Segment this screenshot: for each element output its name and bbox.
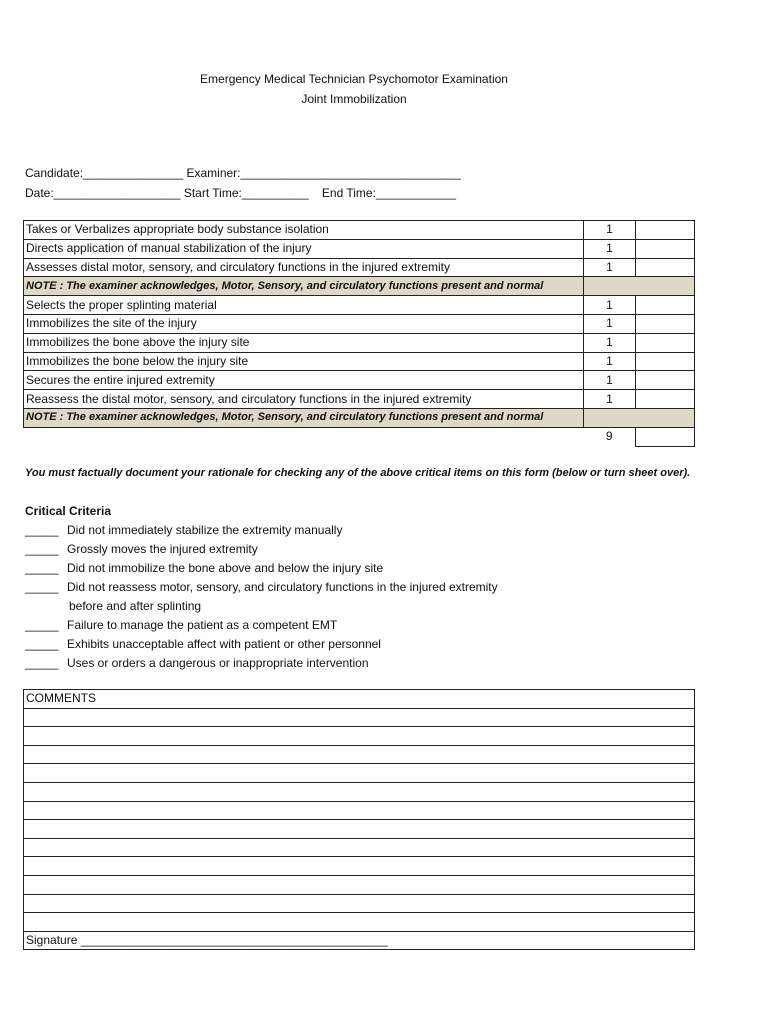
comment-line bbox=[24, 820, 695, 839]
critical-item-text: Did not reassess motor, sensory, and circulatory functions in the injured extremity bbox=[67, 580, 498, 594]
skill-description: Directs application of manual stabilization of the injury bbox=[24, 239, 584, 258]
skill-description: Reassess the distal motor, sensory, and circulatory functions in the injured extremity bbox=[24, 390, 584, 409]
awarded-points-cell[interactable] bbox=[636, 221, 695, 240]
critical-item bbox=[25, 561, 498, 580]
comment-cell[interactable] bbox=[24, 857, 695, 876]
date-time-line[interactable]: Date:___________________ Start Time:__________ End Time:____________ bbox=[25, 186, 457, 200]
skill-description: Immobilizes the bone below the injury site bbox=[24, 352, 584, 371]
note-blank bbox=[583, 408, 694, 427]
awarded-points-cell[interactable] bbox=[636, 239, 695, 258]
comment-line bbox=[24, 708, 695, 727]
critical-item-text: Exhibits unacceptable affect with patient or other personnel bbox=[67, 637, 381, 651]
table-row bbox=[24, 371, 695, 390]
rationale-note: You must factually document your rationale for checking any of the above critical items on this form (below or turn sheet over). bbox=[25, 467, 691, 479]
comment-line bbox=[24, 727, 695, 746]
awarded-points-cell[interactable] bbox=[636, 371, 695, 390]
comment-cell[interactable] bbox=[24, 764, 695, 783]
comment-line bbox=[24, 745, 695, 764]
awarded-points-cell[interactable] bbox=[636, 333, 695, 352]
total-spacer bbox=[24, 427, 584, 446]
check-blank[interactable]: _____ bbox=[25, 656, 59, 670]
form-title: Emergency Medical Technician Psychomotor Examination bbox=[200, 72, 508, 86]
comment-cell[interactable]: COMMENTS bbox=[24, 690, 695, 709]
note-row bbox=[24, 277, 695, 296]
awarded-points-cell[interactable] bbox=[636, 258, 695, 277]
critical-criteria bbox=[25, 504, 498, 675]
table-row bbox=[24, 314, 695, 333]
possible-points: 1 bbox=[583, 314, 636, 333]
comment-cell[interactable]: Signature ______________________________________________ bbox=[24, 931, 695, 950]
skill-description: Takes or Verbalizes appropriate body substance isolation bbox=[24, 221, 584, 240]
comment-cell[interactable] bbox=[24, 913, 695, 932]
check-blank[interactable]: _____ bbox=[25, 618, 59, 632]
critical-item bbox=[25, 656, 498, 675]
candidate-examiner-line[interactable]: Candidate:_______________ Examiner:_________________________________ bbox=[25, 166, 461, 180]
comment-line bbox=[24, 857, 695, 876]
table-row bbox=[24, 333, 695, 352]
skill-description: Immobilizes the bone above the injury site bbox=[24, 333, 584, 352]
critical-item-text: Uses or orders a dangerous or inappropriate intervention bbox=[67, 656, 369, 670]
comment-cell[interactable] bbox=[24, 894, 695, 913]
note-blank bbox=[583, 277, 694, 296]
critical-item bbox=[25, 618, 498, 637]
comment-cell[interactable] bbox=[24, 820, 695, 839]
table-row bbox=[24, 390, 695, 409]
comment-cell[interactable] bbox=[24, 801, 695, 820]
critical-item-text: Did not immediately stabilize the extremity manually bbox=[67, 523, 343, 537]
critical-item-text: Failure to manage the patient as a competent EMT bbox=[67, 618, 338, 632]
table-row bbox=[24, 352, 695, 371]
comment-cell[interactable] bbox=[24, 745, 695, 764]
total-row bbox=[24, 427, 695, 446]
check-blank[interactable]: _____ bbox=[25, 523, 59, 537]
awarded-points-cell[interactable] bbox=[636, 314, 695, 333]
critical-item bbox=[25, 599, 498, 618]
critical-item bbox=[25, 542, 498, 561]
awarded-points-cell[interactable] bbox=[636, 390, 695, 409]
possible-points: 1 bbox=[583, 333, 636, 352]
comment-line bbox=[24, 894, 695, 913]
comment-line bbox=[24, 913, 695, 932]
comment-cell[interactable] bbox=[24, 708, 695, 727]
comment-cell[interactable] bbox=[24, 875, 695, 894]
skill-description: Immobilizes the site of the injury bbox=[24, 314, 584, 333]
possible-points: 1 bbox=[583, 371, 636, 390]
critical-item bbox=[25, 580, 498, 599]
skill-description: Assesses distal motor, sensory, and circulatory functions in the injured extremity bbox=[24, 258, 584, 277]
comment-line bbox=[24, 931, 695, 950]
total-awarded-cell[interactable] bbox=[636, 427, 695, 446]
possible-points: 1 bbox=[583, 221, 636, 240]
check-blank[interactable]: _____ bbox=[25, 542, 59, 556]
comment-cell[interactable] bbox=[24, 782, 695, 801]
comment-line bbox=[24, 782, 695, 801]
total-possible-points: 9 bbox=[605, 429, 613, 444]
comment-cell[interactable] bbox=[24, 838, 695, 857]
critical-item bbox=[25, 523, 498, 542]
table-row bbox=[24, 221, 695, 240]
comment-line bbox=[24, 875, 695, 894]
table-row bbox=[24, 296, 695, 315]
note-text: NOTE : The examiner acknowledges, Motor, Sensory, and circulatory functions present and normal bbox=[24, 408, 584, 427]
awarded-points-cell[interactable] bbox=[636, 296, 695, 315]
form-subtitle: Joint Immobilization bbox=[301, 92, 407, 106]
critical-item-text: Grossly moves the injured extremity bbox=[67, 542, 258, 556]
comment-cell[interactable] bbox=[24, 727, 695, 746]
critical-item-text: Did not immobilize the bone above and below the injury site bbox=[67, 561, 384, 575]
critical-criteria-heading: Critical Criteria bbox=[25, 504, 112, 518]
check-blank[interactable]: _____ bbox=[25, 561, 59, 575]
possible-points: 1 bbox=[583, 352, 636, 371]
comment-line bbox=[24, 764, 695, 783]
skill-description: Secures the entire injured extremity bbox=[24, 371, 584, 390]
comment-line bbox=[24, 690, 695, 709]
comment-line bbox=[24, 838, 695, 857]
possible-points: 1 bbox=[583, 239, 636, 258]
table-row bbox=[24, 258, 695, 277]
possible-points: 1 bbox=[583, 390, 636, 409]
critical-item-text: before and after splinting bbox=[69, 599, 202, 613]
table-row bbox=[24, 239, 695, 258]
skills-table bbox=[23, 220, 695, 447]
critical-item bbox=[25, 637, 498, 656]
check-blank[interactable]: _____ bbox=[25, 637, 59, 651]
skill-description: Selects the proper splinting material bbox=[24, 296, 584, 315]
possible-points: 1 bbox=[583, 258, 636, 277]
note-row bbox=[24, 408, 695, 427]
check-blank[interactable]: _____ bbox=[25, 580, 59, 594]
note-text: NOTE : The examiner acknowledges, Motor, Sensory, and circulatory functions present and normal bbox=[24, 277, 584, 296]
awarded-points-cell[interactable] bbox=[636, 352, 695, 371]
comments-table bbox=[23, 689, 695, 950]
comment-line bbox=[24, 801, 695, 820]
check-blank bbox=[25, 599, 69, 618]
possible-points: 1 bbox=[583, 296, 636, 315]
